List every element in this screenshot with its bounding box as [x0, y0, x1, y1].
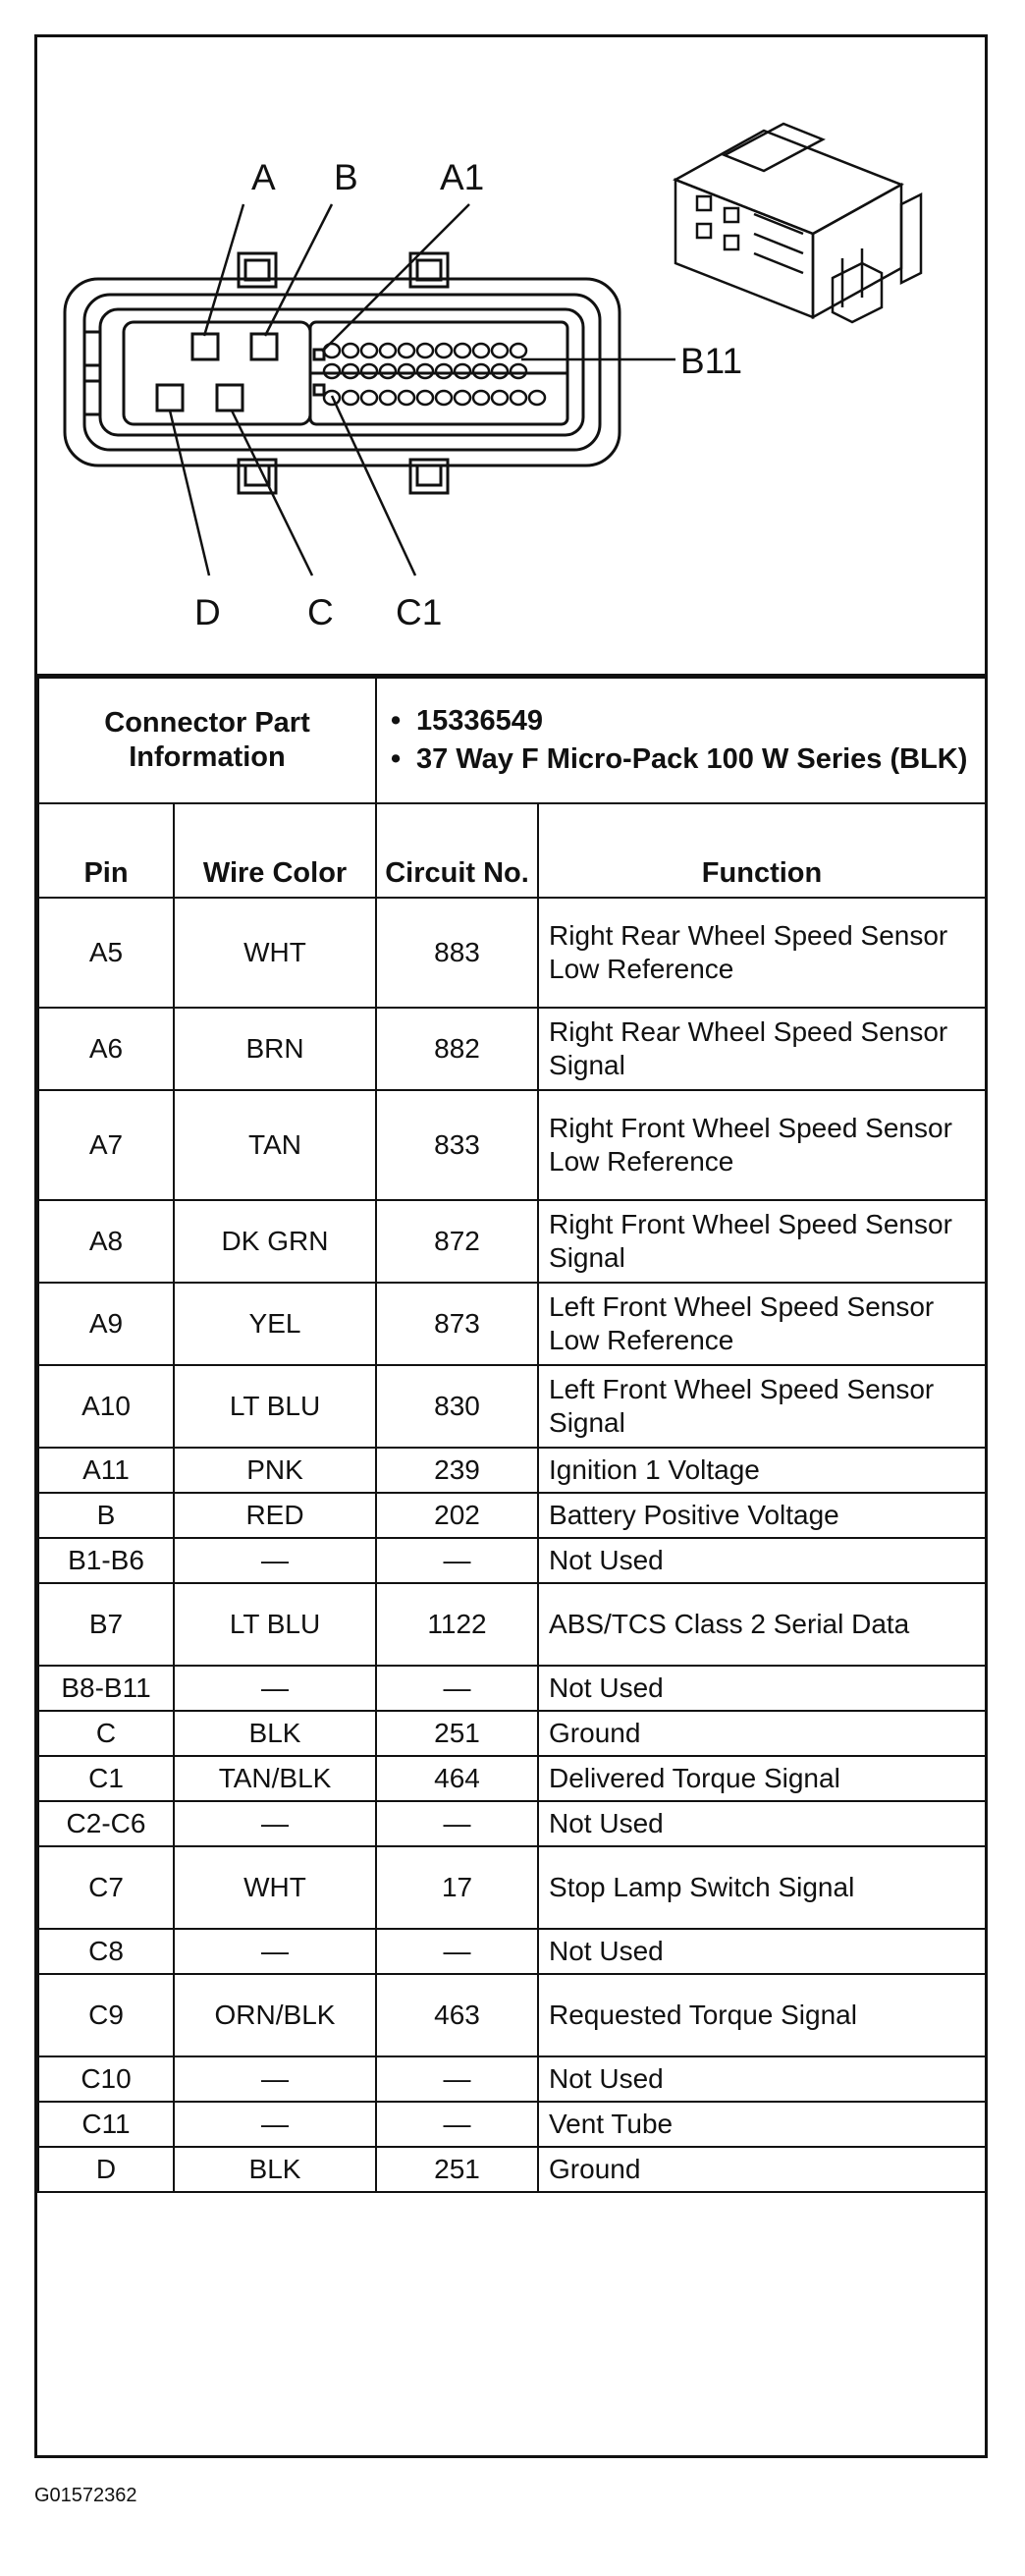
circuit-cell: 883	[376, 898, 538, 1008]
circuit-cell: 17	[376, 1846, 538, 1929]
wire-color-cell: LT BLU	[174, 1365, 376, 1448]
wire-color-cell: RED	[174, 1493, 376, 1538]
table-row	[38, 2147, 986, 2192]
function-cell: Requested Torque Signal	[538, 1974, 986, 2056]
function-cell: Right Rear Wheel Speed Sensor Signal	[538, 1008, 986, 1090]
connector-sheet	[34, 34, 988, 2458]
circuit-cell: 251	[376, 1711, 538, 1756]
wire-color-cell: —	[174, 1666, 376, 1711]
pin-cell: C1	[38, 1756, 174, 1801]
wire-color-cell: BLK	[174, 2147, 376, 2192]
table-row	[38, 1756, 986, 1801]
wire-color-cell: DK GRN	[174, 1200, 376, 1283]
function-cell: Vent Tube	[538, 2102, 986, 2147]
callout-a: A	[251, 157, 276, 197]
table-row	[38, 1448, 986, 1493]
table-row	[38, 1493, 986, 1538]
circuit-cell: —	[376, 1801, 538, 1846]
figure-id: G01572362	[34, 2485, 137, 2506]
table-row	[38, 898, 986, 1008]
function-cell: Not Used	[538, 1666, 986, 1711]
function-cell: Stop Lamp Switch Signal	[538, 1846, 986, 1929]
table-row	[38, 1711, 986, 1756]
table-row	[38, 1538, 986, 1583]
function-cell: ABS/TCS Class 2 Serial Data	[538, 1583, 986, 1666]
header-circuit: Circuit No.	[376, 803, 538, 898]
wire-color-cell: PNK	[174, 1448, 376, 1493]
table-row	[38, 2102, 986, 2147]
circuit-cell: 202	[376, 1493, 538, 1538]
circuit-cell: 872	[376, 1200, 538, 1283]
wire-color-cell: WHT	[174, 898, 376, 1008]
circuit-cell: 464	[376, 1756, 538, 1801]
table-row	[38, 1666, 986, 1711]
table-row	[38, 1365, 986, 1448]
function-cell: Not Used	[538, 1801, 986, 1846]
circuit-cell: 882	[376, 1008, 538, 1090]
header-function: Function	[538, 803, 986, 898]
table-row	[38, 1583, 986, 1666]
table-row	[38, 1801, 986, 1846]
function-cell: Right Front Wheel Speed Sensor Signal	[538, 1200, 986, 1283]
circuit-cell: —	[376, 1929, 538, 1974]
table-header-row	[38, 803, 986, 898]
pin-cell: C	[38, 1711, 174, 1756]
pin-cell: A11	[38, 1448, 174, 1493]
function-cell: Battery Positive Voltage	[538, 1493, 986, 1538]
table-row	[38, 1200, 986, 1283]
table-row	[38, 1283, 986, 1365]
function-cell: Not Used	[538, 1929, 986, 1974]
pinout-table	[37, 677, 987, 2193]
wire-color-cell: ORN/BLK	[174, 1974, 376, 2056]
connector-part-details: • 15336549 • 37 Way F Micro-Pack 100 W Series (BLK)	[376, 678, 986, 803]
table-row	[38, 1929, 986, 1974]
pin-cell: C9	[38, 1974, 174, 2056]
wire-color-cell: TAN	[174, 1090, 376, 1200]
connector-isometric-sketch	[675, 124, 921, 322]
table-row	[38, 2056, 986, 2102]
header-wire-color: Wire Color	[174, 803, 376, 898]
connector-info-label: Connector Part Information	[38, 678, 376, 803]
circuit-cell: 1122	[376, 1583, 538, 1666]
pin-cell: A10	[38, 1365, 174, 1448]
connector-description: 37 Way F Micro-Pack 100 W Series (BLK)	[416, 743, 968, 775]
wire-color-cell: BLK	[174, 1711, 376, 1756]
wire-color-cell: TAN/BLK	[174, 1756, 376, 1801]
wire-color-cell: LT BLU	[174, 1583, 376, 1666]
wire-color-cell: BRN	[174, 1008, 376, 1090]
pin-cell: C8	[38, 1929, 174, 1974]
circuit-cell: —	[376, 2102, 538, 2147]
wire-color-cell: —	[174, 1929, 376, 1974]
pin-cell: C2-C6	[38, 1801, 174, 1846]
pin-cell: D	[38, 2147, 174, 2192]
wire-color-cell: WHT	[174, 1846, 376, 1929]
wire-color-cell: —	[174, 2056, 376, 2102]
pin-cell: B	[38, 1493, 174, 1538]
function-cell: Ground	[538, 1711, 986, 1756]
pin-cell: B7	[38, 1583, 174, 1666]
callout-d: D	[194, 592, 221, 632]
table-row	[38, 1008, 986, 1090]
circuit-cell: —	[376, 2056, 538, 2102]
callout-c1: C1	[396, 592, 443, 632]
circuit-cell: 873	[376, 1283, 538, 1365]
table-row	[38, 1974, 986, 2056]
pin-cell: B8-B11	[38, 1666, 174, 1711]
function-cell: Not Used	[538, 1538, 986, 1583]
pin-cell: A9	[38, 1283, 174, 1365]
function-cell: Delivered Torque Signal	[538, 1756, 986, 1801]
function-cell: Left Front Wheel Speed Sensor Signal	[538, 1365, 986, 1448]
wire-color-cell: —	[174, 1801, 376, 1846]
connector-face-drawing	[37, 37, 985, 674]
function-cell: Right Rear Wheel Speed Sensor Low Reference	[538, 898, 986, 1008]
wire-color-cell: —	[174, 1538, 376, 1583]
callout-c: C	[307, 592, 334, 632]
function-cell: Left Front Wheel Speed Sensor Low Reference	[538, 1283, 986, 1365]
table-row	[38, 1090, 986, 1200]
connector-diagram	[37, 37, 985, 677]
circuit-cell: 239	[376, 1448, 538, 1493]
pin-cell: A6	[38, 1008, 174, 1090]
pin-cell: A5	[38, 898, 174, 1008]
callout-a1: A1	[440, 157, 485, 197]
circuit-cell: 833	[376, 1090, 538, 1200]
callout-b11: B11	[680, 341, 743, 381]
header-pin: Pin	[38, 803, 174, 898]
connector-info-row	[38, 678, 986, 803]
table-row	[38, 1846, 986, 1929]
wire-color-cell: —	[174, 2102, 376, 2147]
part-number: 15336549	[416, 705, 544, 738]
function-cell: Ignition 1 Voltage	[538, 1448, 986, 1493]
circuit-cell: —	[376, 1538, 538, 1583]
callout-b: B	[334, 157, 358, 197]
circuit-cell: 463	[376, 1974, 538, 2056]
function-cell: Not Used	[538, 2056, 986, 2102]
circuit-cell: —	[376, 1666, 538, 1711]
pin-cell: C7	[38, 1846, 174, 1929]
pin-cell: C10	[38, 2056, 174, 2102]
function-cell: Ground	[538, 2147, 986, 2192]
circuit-cell: 251	[376, 2147, 538, 2192]
function-cell: Right Front Wheel Speed Sensor Low Reference	[538, 1090, 986, 1200]
pin-cell: B1-B6	[38, 1538, 174, 1583]
pin-cell: C11	[38, 2102, 174, 2147]
pin-cell: A7	[38, 1090, 174, 1200]
circuit-cell: 830	[376, 1365, 538, 1448]
pin-cell: A8	[38, 1200, 174, 1283]
wire-color-cell: YEL	[174, 1283, 376, 1365]
